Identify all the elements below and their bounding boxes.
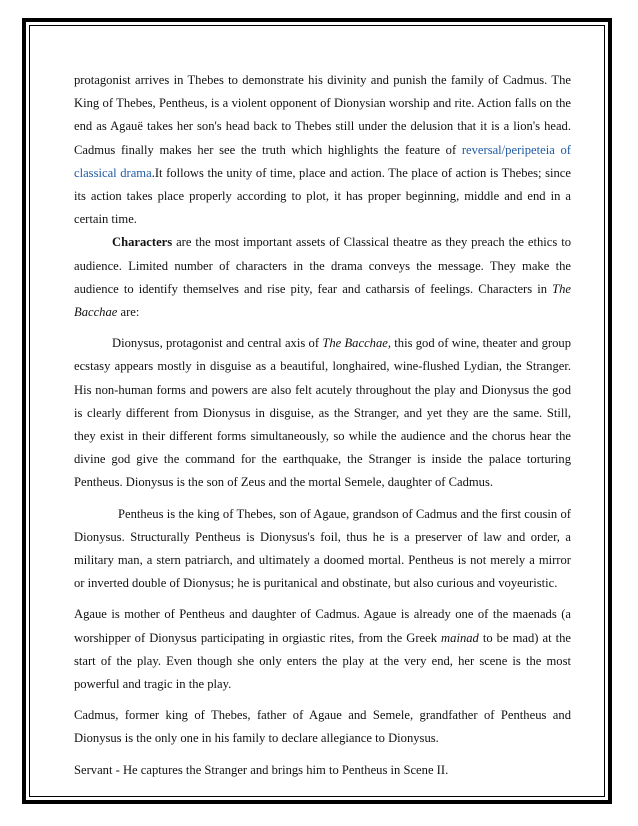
paragraph-text: are the most important assets of Classical theatre as they preach the ethics to audience. Limited number of characters in the drama conveys the message. They make the audience to identify themselves and rise pity, fear and catharsis of feelings. Characters in bbox=[74, 235, 571, 296]
document-body bbox=[74, 69, 571, 782]
paragraph-characters-intro bbox=[74, 231, 571, 324]
greek-term: mainad bbox=[441, 630, 479, 645]
paragraph-text: .It follows the unity of time, place and action. The place of action is Thebes; since its action takes place properly according to plot, it has proper beginning, middle and end in a certain time. bbox=[74, 165, 571, 227]
paragraph-text: are: bbox=[117, 305, 140, 320]
reversal-peripeteia-link[interactable]: reversal/peripeteia of classical drama bbox=[74, 142, 571, 180]
characters-heading: Characters bbox=[112, 235, 173, 250]
paragraph-servant: Servant - He captures the Stranger and brings him to Pentheus in Scene II. bbox=[74, 762, 449, 777]
paragraph-dionysus bbox=[74, 332, 571, 494]
paragraph-text: Agaue is mother of Pentheus and daughter of Cadmus. Agaue is already one of the maenads (a worshipper of Dionysus participating in orgiastic rites, from the Greek bbox=[74, 607, 571, 645]
paragraph-pentheus: Pentheus is the king of Thebes, son of Agaue, grandson of Cadmus and the first cousin of Dionysus. Structurally Pentheus is Dionysus's foil, thus he is a preserver of law and order, a military man, a stern patriarch, and ultimately a doomed mortal. Pentheus is not merely a mirror or inverted double of Dionysus; he is puritanical and obstinate, but also curious and voyeuristic. bbox=[74, 506, 571, 591]
paragraph-cadmus: Cadmus, former king of Thebes, father of Agaue and Semele, grandfather of Pentheus and Dionysus is the only one in his family to declare allegiance to Dionysus. bbox=[74, 708, 571, 746]
play-title: The Bacchae, bbox=[322, 336, 391, 351]
play-title: The Bacchae bbox=[74, 281, 571, 320]
paragraph-text: Dionysus, protagonist and central axis of bbox=[112, 336, 323, 351]
paragraph-text: this god of wine, theater and group ecstasy appears mostly in disguise as a beautiful, longhaired, wine-flushed Lydian, the Stranger. His non-human forms and powers are also felt acutely throughout the play and Dionysus the god is clearly different from Dionysus in disguise, as the Stranger, and yet they are the same. Still, they exist in their different forms simultaneously, so while the audience and the chorus hear the divine god give the command for the earthquake, the Stranger is inside the palace torturing Pentheus. Dionysus is the son of Zeus and the mortal Semele, daughter of Cadmus. bbox=[74, 336, 571, 490]
paragraph-text: to be mad) at the start of the play. Even though she only enters the play at the very end, her scene is the most powerful and tragic in the play. bbox=[74, 630, 571, 692]
paragraph-agaue bbox=[74, 603, 571, 696]
paragraph-text: protagonist arrives in Thebes to demonstrate his divinity and punish the family of Cadmus. The King of Thebes, Pentheus, is a violent opponent of Dionysian worship and rite. Action falls on the end as Agauë takes her son's head back to Thebes still under the delusion that it is a lion's head. Cadmus finally makes her see the truth which highlights the feature of bbox=[74, 73, 571, 157]
paragraph-plot-summary bbox=[74, 69, 571, 231]
